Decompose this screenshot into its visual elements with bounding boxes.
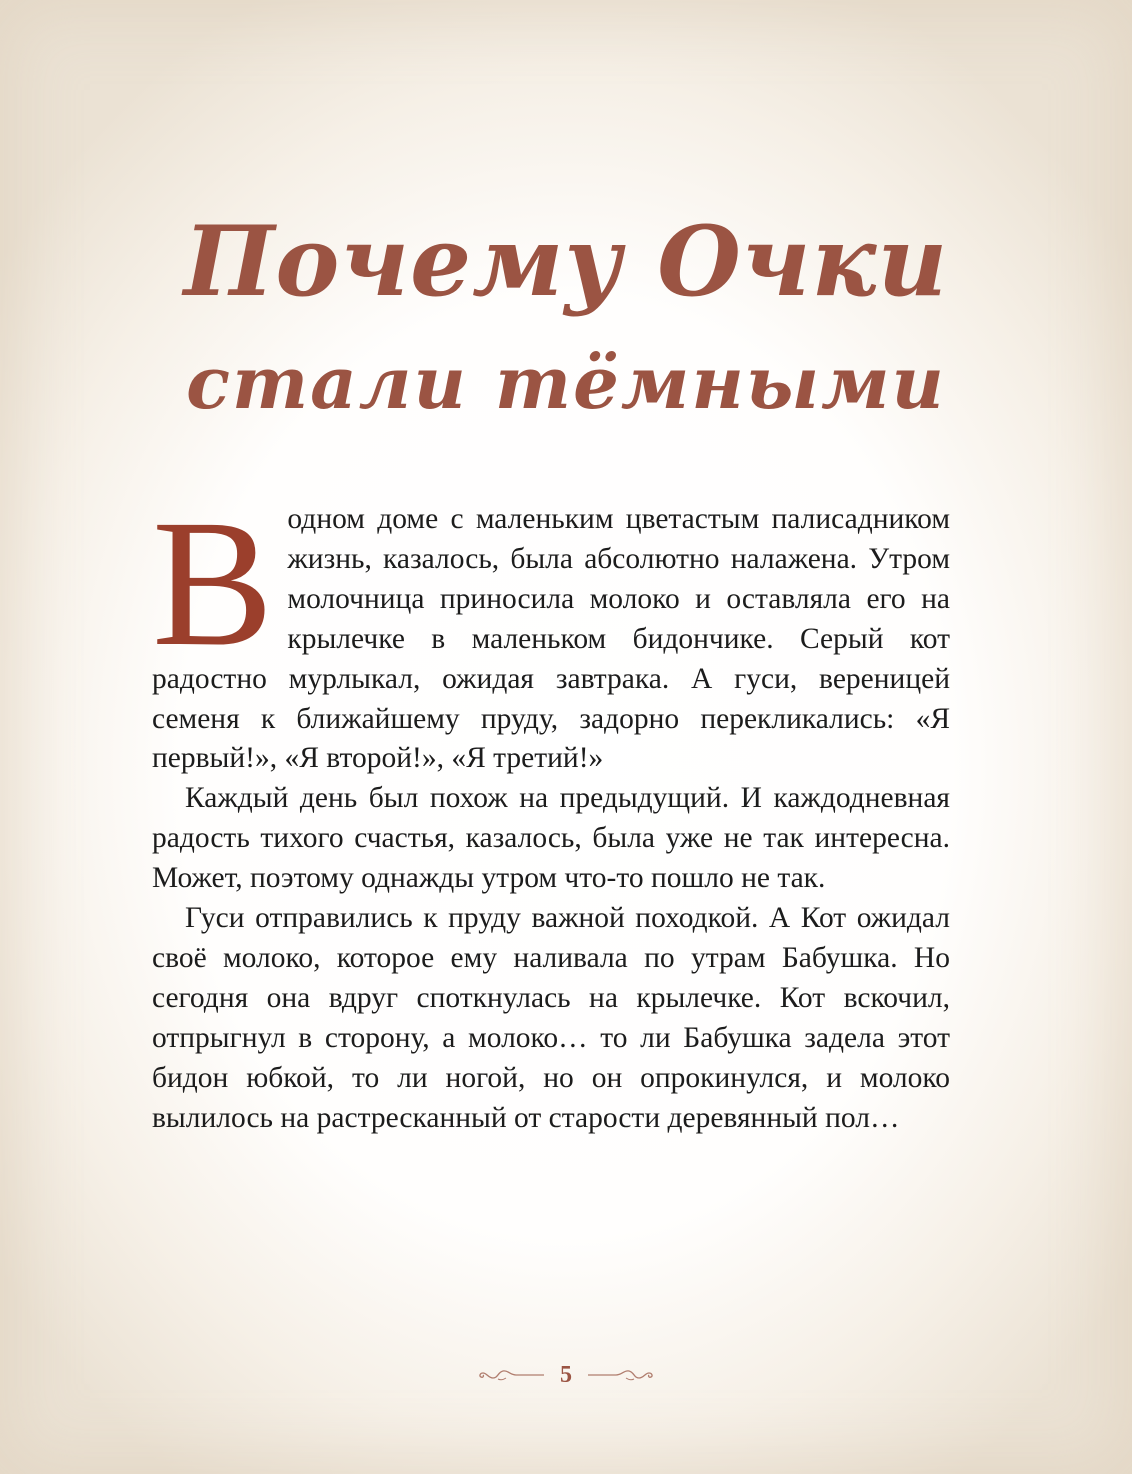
chapter-text: [152, 483, 950, 1139]
page-footer: [0, 1360, 1132, 1390]
flourish-left-icon: [476, 1365, 546, 1385]
paragraph-3: Гуси отправились к пруду важной походкой. А Кот ожидал своё молоко, которое ему наливала по утрам Бабушка. Но сегодня она вдруг споткнулась на крылечке. Кот вскочил, отпрыгнул в сторону, а молоко… то ли Бабушка задела этот бидон юбкой, то ли ногой, но он опрокинулся, и молоко вылилось на растресканный от старости деревянный пол…: [152, 902, 950, 1134]
page-number: 5: [560, 1361, 572, 1388]
chapter-title-line-1: Почему Очки: [183, 205, 949, 318]
drop-cap: В: [152, 483, 274, 684]
paragraph-1-text: одном доме с маленьким цветастым палисадником жизнь, казалось, была абсолютно налажена. Утром молочница приносила молоко и оставляла его на крылечке в маленьком бидончике. Серый кот радостно мурлыкал, ожидая завтрака. А гуси, вереницей семеня к ближайшему пруду, задорно перекликались: «Я первый!», «Я второй!», «Я третий!»: [152, 503, 950, 775]
flourish-right-icon: [586, 1365, 656, 1385]
chapter-title-line-2: стали тёмными: [186, 340, 946, 425]
paragraph-1: [152, 483, 950, 779]
paragraph-2: Каждый день был похож на предыдущий. И каждодневная радость тихого счастья, казалось, была уже не так интересна. Может, поэтому однажды утром что-то пошло не так.: [152, 782, 950, 895]
